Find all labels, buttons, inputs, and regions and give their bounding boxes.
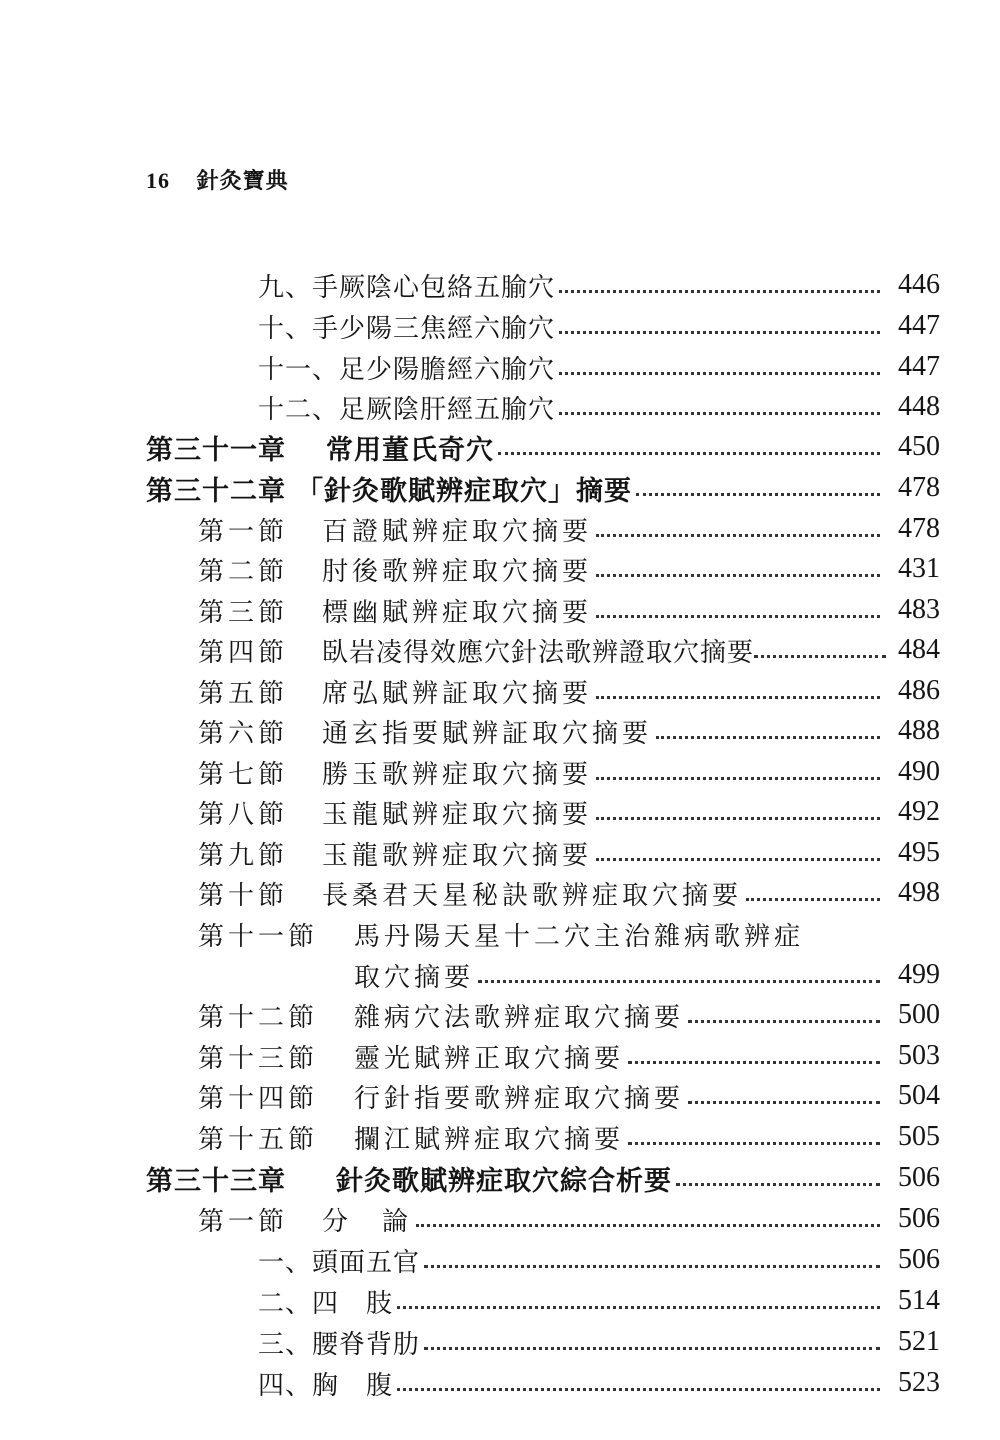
dot-leader: [596, 549, 880, 589]
running-head: [146, 164, 289, 195]
toc-section: [198, 1036, 940, 1076]
toc-entry-title: 玉龍歌辨症取穴摘要: [322, 840, 593, 871]
dot-leader: [478, 955, 880, 995]
toc-chapter: [146, 468, 940, 508]
dot-leader: [424, 1322, 880, 1362]
toc-entry-prefix: 第七節: [198, 759, 289, 790]
toc-entry-page: 506: [898, 1203, 940, 1234]
toc-section: [198, 630, 940, 670]
toc-entry-page: 500: [898, 999, 940, 1030]
toc-entry-prefix: 第十節: [198, 880, 289, 911]
toc-chapter: [146, 1158, 940, 1198]
toc-section: [198, 1199, 940, 1239]
toc-entry-prefix: 第二節: [198, 556, 289, 587]
dot-leader: [559, 347, 880, 387]
toc-entry-title: 針灸歌賦辨症取穴綜合析要: [336, 1165, 672, 1197]
toc-entry-title: 十二、足厥陰肝經五腧穴: [258, 394, 556, 425]
toc-entry: [258, 306, 940, 346]
toc-entry-page: 506: [898, 1244, 940, 1275]
dot-leader: [596, 752, 880, 792]
dot-leader: [596, 833, 880, 873]
toc-entry-title: 行針指要歌辨症取穴摘要: [354, 1083, 685, 1114]
toc-entry-prefix: 第十四節: [198, 1083, 319, 1114]
toc-entry-page: 506: [898, 1162, 940, 1193]
toc-entry-title: 三、腰脊背肋: [258, 1329, 421, 1360]
toc-entry-prefix: 第十二節: [198, 1002, 319, 1033]
toc-entry-prefix: 第六節: [198, 718, 289, 749]
toc-section: [198, 509, 940, 549]
toc-entry-page: 504: [898, 1080, 940, 1111]
dot-leader: [688, 995, 880, 1035]
toc-entry-title: 「針灸歌賦辨症取穴」摘要: [296, 475, 632, 507]
toc-section: [198, 873, 940, 913]
toc-entry-prefix: 第十三節: [198, 1043, 319, 1074]
toc-section: [198, 590, 940, 630]
toc-entry-title: 攔江賦辨症取穴摘要: [354, 1124, 625, 1155]
toc-entry-page: 499: [898, 959, 940, 990]
toc-section: [198, 752, 940, 792]
dot-leader: [754, 630, 886, 670]
toc-entry-title: 百證賦辨症取穴摘要: [322, 516, 593, 547]
toc-entry-title: 二、四 肢: [258, 1288, 394, 1319]
dot-leader: [397, 1281, 880, 1321]
toc-entry: [258, 1240, 940, 1280]
toc-entry-title: 四、胸 腹: [258, 1370, 394, 1401]
dot-leader: [628, 1036, 880, 1076]
toc-entry-page: 521: [898, 1326, 940, 1357]
dot-leader: [397, 1363, 880, 1403]
toc-entry-title: 靈光賦辨正取穴摘要: [354, 1043, 625, 1074]
toc-section: [198, 995, 940, 1035]
toc-entry-prefix: 第五節: [198, 678, 289, 709]
toc-entry-page: 523: [898, 1367, 940, 1398]
dot-leader: [596, 671, 880, 711]
toc-entry-page: 450: [898, 431, 940, 462]
toc-entry-prefix: 第三十二章: [146, 475, 286, 507]
toc-entry-prefix: 第九節: [198, 840, 289, 871]
toc-entry-title: 席弘賦辨証取穴摘要: [322, 678, 593, 709]
toc-entry-page: 478: [898, 472, 940, 503]
toc-entry-title: 一、頭面五官: [258, 1247, 421, 1278]
toc-entry-page: 488: [898, 715, 940, 746]
toc-entry-page: 490: [898, 756, 940, 787]
dot-leader: [656, 711, 880, 751]
toc-entry-page: 503: [898, 1040, 940, 1071]
dot-leader: [416, 1199, 880, 1239]
toc-entry: [258, 1281, 940, 1321]
toc-entry-page: 498: [898, 877, 940, 908]
dot-leader: [596, 590, 880, 630]
toc-entry-page: 514: [898, 1285, 940, 1316]
book-title: 針灸寶典: [196, 168, 289, 194]
toc-entry-title: 臥岩凌得效應穴針法歌辨證取穴摘要: [322, 637, 755, 668]
toc-entry-page: 505: [898, 1121, 940, 1152]
toc-section: [198, 833, 940, 873]
toc-entry-title: 九、手厥陰心包絡五腧穴: [258, 272, 556, 303]
toc-entry-page: 448: [898, 391, 940, 422]
toc-entry-page: 483: [898, 594, 940, 625]
dot-leader: [559, 265, 880, 305]
toc-section: [198, 914, 886, 954]
dot-leader: [559, 387, 880, 427]
toc-entry-title: 肘後歌辨症取穴摘要: [322, 556, 593, 587]
dot-leader: [628, 1117, 880, 1157]
toc-entry-title: 取穴摘要: [354, 962, 475, 993]
toc-entry: [258, 347, 940, 387]
toc-entry-title: 長桑君天星秘訣歌辨症取穴摘要: [322, 880, 743, 911]
toc-entry-page: 486: [898, 675, 940, 706]
dot-leader: [596, 792, 880, 832]
dot-leader: [498, 427, 880, 467]
toc-entry-prefix: 第十五節: [198, 1124, 319, 1155]
toc-entry-prefix: 第一節: [198, 1206, 289, 1237]
toc-entry-prefix: 第三節: [198, 597, 289, 628]
toc-entry: [258, 387, 940, 427]
dot-leader: [688, 1076, 880, 1116]
toc-section: [198, 1117, 940, 1157]
dot-leader: [636, 468, 880, 508]
dot-leader: [676, 1158, 880, 1198]
toc-entry-page: 495: [898, 837, 940, 868]
toc-section: [198, 1076, 940, 1116]
toc-entry-title: 十、手少陽三焦經六腧穴: [258, 313, 556, 344]
toc-entry-title: 十一、足少陽膽經六腧穴: [258, 354, 556, 385]
toc-entry-page: 447: [898, 351, 940, 382]
toc-section: [198, 792, 940, 832]
toc-entry-title: 標幽賦辨症取穴摘要: [322, 597, 593, 628]
toc-section: [198, 671, 940, 711]
toc-entry-prefix: 第一節: [198, 516, 289, 547]
dot-leader: [746, 873, 880, 913]
toc-entry-title: 玉龍賦辨症取穴摘要: [322, 799, 593, 830]
toc-entry-page: 478: [898, 513, 940, 544]
toc-entry-page: 492: [898, 796, 940, 827]
toc-entry: [258, 1322, 940, 1362]
toc-section-continuation: [354, 955, 940, 995]
toc-section: [198, 711, 940, 751]
toc-entry-title: 通玄指要賦辨証取穴摘要: [322, 718, 653, 749]
toc-section: [198, 549, 940, 589]
toc-entry-page: 446: [898, 269, 940, 300]
toc-entry: [258, 1363, 940, 1403]
toc-entry-page: 484: [898, 634, 940, 665]
toc-entry-prefix: 第十一節: [198, 921, 319, 952]
toc-entry: [258, 265, 940, 305]
toc-entry-prefix: 第四節: [198, 637, 289, 668]
toc-entry-page: 431: [898, 553, 940, 584]
dot-leader: [424, 1240, 880, 1280]
toc-entry-page: 447: [898, 310, 940, 341]
toc-entry-prefix: 第三十三章: [146, 1165, 286, 1197]
toc-entry-prefix: 第八節: [198, 799, 289, 830]
toc-entry-title: 馬丹陽天星十二穴主治雜病歌辨症: [354, 921, 805, 952]
dot-leader: [596, 509, 880, 549]
page-number: 16: [146, 168, 170, 193]
toc-entry-title: 分 論: [322, 1206, 413, 1237]
toc-entry-prefix: 第三十一章: [146, 434, 286, 466]
toc-entry-title: 常用董氏奇穴: [326, 434, 494, 466]
dot-leader: [559, 306, 880, 346]
toc-chapter: [146, 427, 940, 467]
toc-entry-title: 雜病穴法歌辨症取穴摘要: [354, 1002, 685, 1033]
toc-entry-title: 勝玉歌辨症取穴摘要: [322, 759, 593, 790]
